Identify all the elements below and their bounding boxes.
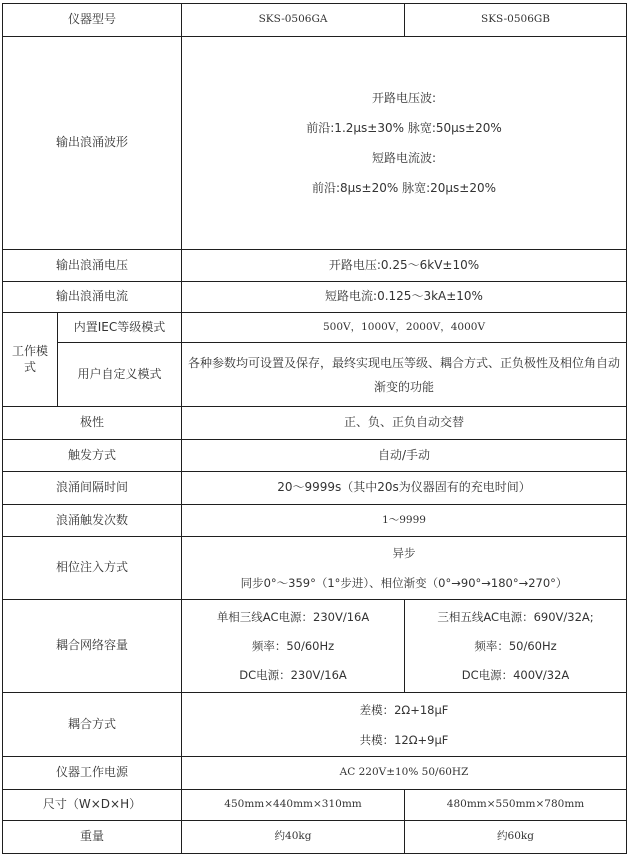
- phase-line: 异步: [392, 546, 416, 560]
- coupling-mode-line: 共模：12Ω+9μF: [359, 732, 449, 747]
- voltage-value: 开路电压:0.25～6kV±10%: [182, 250, 627, 282]
- phase-line: 同步0°～359°（1°步进）、相位渐变（0°→90°→180°→270°）: [240, 576, 568, 590]
- waveform-line: 前沿:1.2μs±30% 脉宽:50μs±20%: [306, 121, 502, 135]
- spec-table: [2, 3, 627, 854]
- weight-a: 约40kg: [182, 821, 405, 854]
- voltage-label: 输出浪涌电压: [3, 250, 182, 282]
- capacity-line: 频率：50/60Hz: [474, 638, 557, 653]
- coupling-mode-value: [182, 693, 627, 757]
- waveform-label: 输出浪涌波形: [3, 37, 182, 250]
- capacity-line: 三相五线AC电源：690V/32A;: [437, 609, 594, 624]
- row-interval: [3, 472, 627, 505]
- coupling-capacity-a: [182, 600, 405, 693]
- user-mode-value: 各种参数均可设置及保存，最终实现电压等级、耦合方式、正负极性及相位角自动渐变的功能: [182, 343, 627, 407]
- polarity-label: 极性: [3, 407, 182, 440]
- row-work-mode-iec: [3, 313, 627, 343]
- row-coupling-mode: [3, 693, 627, 757]
- row-work-mode-user: [3, 343, 627, 407]
- capacity-line: 单相三线AC电源：230V/16A: [216, 609, 370, 624]
- count-label: 浪涌触发次数: [3, 505, 182, 537]
- user-mode-label: 用户自定义模式: [58, 343, 182, 407]
- power-label: 仪器工作电源: [3, 757, 182, 790]
- count-value: 1～9999: [182, 505, 627, 537]
- model-label: 仪器型号: [3, 4, 182, 37]
- row-polarity: [3, 407, 627, 440]
- row-waveform: [3, 37, 627, 250]
- row-count: [3, 505, 627, 537]
- polarity-value: 正、负、正负自动交替: [182, 407, 627, 440]
- row-voltage: [3, 250, 627, 282]
- interval-label: 浪涌间隔时间: [3, 472, 182, 505]
- row-model: [3, 4, 627, 37]
- coupling-mode-label: 耦合方式: [3, 693, 182, 757]
- row-coupling-capacity: [3, 600, 627, 693]
- row-current: [3, 282, 627, 313]
- trigger-value: 自动/手动: [182, 440, 627, 472]
- coupling-mode-line: 差模：2Ω+18μF: [359, 702, 449, 717]
- iec-mode-label: 内置IEC等级模式: [58, 313, 182, 343]
- phase-value: [182, 537, 627, 600]
- current-label: 输出浪涌电流: [3, 282, 182, 313]
- trigger-label: 触发方式: [3, 440, 182, 472]
- capacity-line: DC电源：230V/16A: [239, 667, 347, 682]
- capacity-line: 频率：50/60Hz: [251, 638, 335, 653]
- row-size: [3, 790, 627, 821]
- model-b: SKS-0506GB: [405, 4, 627, 37]
- model-a: SKS-0506GA: [182, 4, 405, 37]
- row-weight: [3, 821, 627, 854]
- row-phase: [3, 537, 627, 600]
- size-a: 450mm×440mm×310mm: [182, 790, 405, 821]
- weight-label: 重量: [3, 821, 182, 854]
- coupling-capacity-b: [405, 600, 627, 693]
- capacity-line: DC电源：400V/32A: [461, 667, 570, 682]
- size-label: 尺寸（W×D×H）: [3, 790, 182, 821]
- current-value: 短路电流:0.125～3kA±10%: [182, 282, 627, 313]
- waveform-line: 开路电压波:: [371, 91, 437, 105]
- interval-value: 20～9999s（其中20s为仪器固有的充电时间）: [182, 472, 627, 505]
- power-value: AC 220V±10% 50/60HZ: [182, 757, 627, 790]
- row-trigger: [3, 440, 627, 472]
- phase-label: 相位注入方式: [3, 537, 182, 600]
- waveform-line: 前沿:8μs±20% 脉宽:20μs±20%: [311, 181, 497, 195]
- waveform-value: [182, 37, 627, 250]
- coupling-capacity-label: 耦合网络容量: [3, 600, 182, 693]
- row-power: [3, 757, 627, 790]
- size-b: 480mm×550mm×780mm: [405, 790, 627, 821]
- work-mode-label: 工作模式: [3, 313, 58, 407]
- iec-mode-value: 500V，1000V，2000V，4000V: [182, 313, 627, 343]
- waveform-line: 短路电流波:: [371, 151, 437, 165]
- weight-b: 约60kg: [405, 821, 627, 854]
